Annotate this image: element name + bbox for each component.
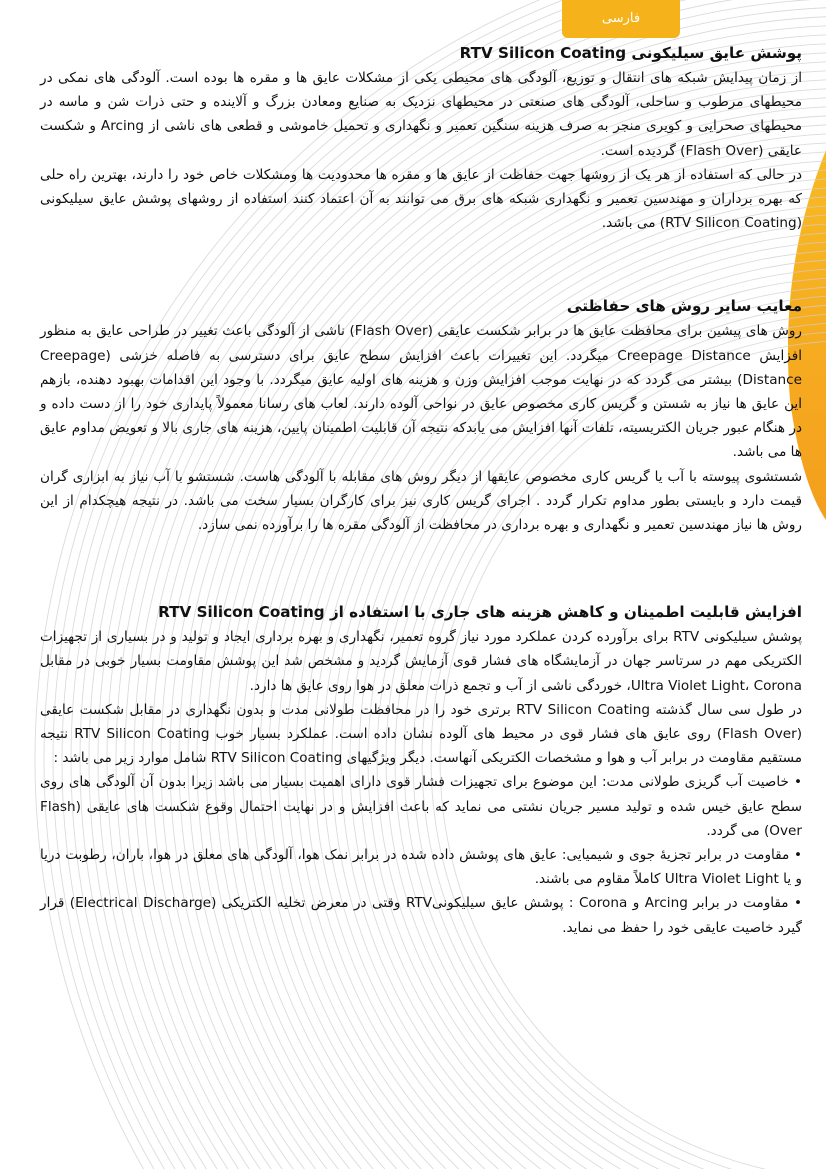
paragraph: از زمان پیدایش شبکه های انتقال و توزیع، آلودگی های محیطی یکی از مشکلات عایق ها و مقره ها بوده است. آلودگی های نمکی در محیطهای مرطوب و ساحلی، آلودگی های صنعتی در محیطهای نزدیک به صنایع ومعادن بزرگ و آلاینده و حتی ذرات شن و ماسه در محیطهای صحرایی و کویری منجر به صرف هزینه سنگین تعمیر و نگهداری و تحمیل خاموشی و قطعی های ناشی از Arcing و شکست عایقی (Flash Over) گردیده است. <box>40 70 802 159</box>
bullet-item: • مقاومت در برابر Arcing و Corona : پوشش عایق سیلیکونیRTV وقتی در معرض تخلیه الکتریکی (Electrical Discharge) قرار گیرد خاصیت عایقی خود را حفظ می نماید. <box>40 895 803 936</box>
section-heading-reliability: افزایش قابلیت اطمینان و کاهش هزینه های جاری با استفاده از RTV Silicon Coating <box>158 603 802 622</box>
paragraph: روش های پیشین برای محافظت عایق ها در برابر شکست عایقی (Flash Over) ناشی از آلودگی باعث تغییر در طراحی عایق به منظور افزایش Creepage Distance میگردد. این تغییرات باعث افزایش سطح عایق برای دسترسی به فاصله خزشی (Creepage Distance) بیشتر می گردد که در نهایت موجب افزایش وزن و هزینه های اولیه عایق میگردد. با وجود این اقدامات بهبود دهنده، بازهم این عایق ها نیاز به شستن و گریس کاری مخصوص عایق در نواحی آلوده دارند. لعاب های رسانا معمولاً پایداری خود را از دست داده و در هنگام عبور جریان الکتریسیته، تلفات آنها افزایش می یابدکه نتیجه آن قابلیت اطمینان پایین، هزینه های جاری بالا و تعویض مداوم عایق ها می باشد. <box>40 323 802 461</box>
paragraph: در حالی که استفاده از هر یک از روشها جهت حفاظت از عایق ها و مقره ها محدودیت ها ومشکلات خاص خود را دارند، بهترین راه حلی که بهره برداران و مهندسین تعمیر و نگهداری شبکه های برق می توانند به آن اعتماد کنند استفاده از روشهای پوشش عایق سیلیکونی (RTV Silicon Coating) می باشد. <box>40 166 802 232</box>
language-tab[interactable]: فارسی <box>562 0 680 38</box>
paragraph: در طول سی سال گذشته RTV Silicon Coating برتری خود را در محافظت طولانی مدت و بدون نگهداری در مقابل شکست عایقی (Flash Over) روی عایق های فشار قوی در محیط های آلوده نشان داده است. عملکرد بسیار خوب RTV Silicon Coating نتیجه مستقیم مقاومت در برابر آب و هوا و مشخصات الکتریکی آنهاست. دیگر ویژگیهای RTV Silicon Coating شامل موارد زیر می باشد : <box>40 701 803 767</box>
section-heading-disadvantages: معایب سایر روش های حفاظتی <box>566 297 802 316</box>
paragraph: پوشش سیلیکونی RTV برای برآورده کردن عملکرد مورد نیاز گروه تعمیر، نگهداری و بهره برداری ایجاد و تولید و در بسیاری از تجهیزات الکتریکی مهم در سرتاسر جهان در آزمایشگاه های فشار قوی آزمایش گردید و مشخص شد این پوشش مقاومت بسیار خوبی در مقابل Ultra Violet Light، Corona، خوردگی ناشی از آب و تجمع ذرات معلق در هوا روی عایق ها دارد. <box>40 629 802 694</box>
article-body <box>40 40 802 940</box>
bullet-item: • خاصیت آب گریزی طولانی مدت: این موضوع برای تجهیزات فشار قوی دارای اهمیت بسیار می باشد زیرا بدون آن آلودگی های روی سطح عایق خیس شده و تولید مسیر جریان نشتی می نماید که باعث افزایش و در نهایت احتمال وقوع شکست های عایقی (Flash Over) می گردد. <box>40 774 802 839</box>
bullet-item: • مقاومت در برابر تجزیۀ جوی و شیمیایی: عایق های پوشش داده شده در برابر نمک هوا، آلودگی های معلق در هوا، باران، رطوبت دریا و یا Ultra Violet Light کاملاً مقاوم می باشند. <box>40 847 802 888</box>
paragraph: شستشوی پیوسته با آب یا گریس کاری مخصوص عایقها از دیگر روش های مقابله با آلودگی هاست. شستشو با آب نیاز به ابزاری گران قیمت دارد و بایستی بطور مداوم تکرار گردد . اجرای گریس کاری نیز برای کارگران بسیار سخت می باشد. در نتیجه هیچکدام از این روش ها نیاز مهندسین تعمیر و نگهداری و بهره برداری در محافظت از آلودگی مقره ها را برآورده نمی سازد. <box>40 468 802 534</box>
section-heading-rtv-coating: پوشش عایق سیلیکونی RTV Silicon Coating <box>459 44 802 62</box>
